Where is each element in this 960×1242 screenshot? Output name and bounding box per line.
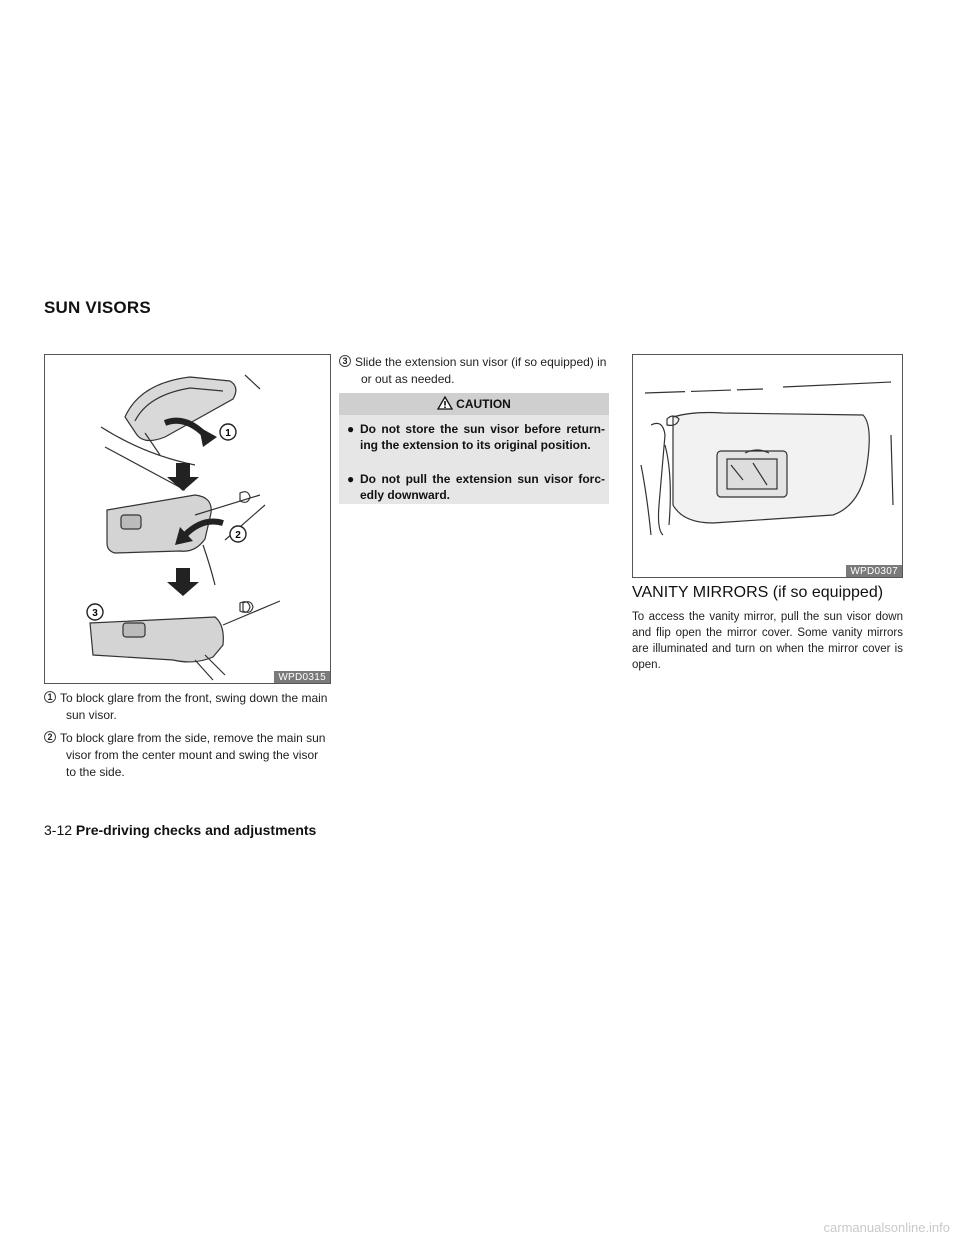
step-number: 2 xyxy=(44,731,56,743)
figure-code: WPD0315 xyxy=(274,671,330,683)
svg-text:3: 3 xyxy=(92,608,98,619)
callout-1 xyxy=(220,424,236,440)
step-2 xyxy=(44,730,331,781)
page-footer xyxy=(44,822,316,838)
section-title: SUN VISORS xyxy=(44,298,151,317)
vanity-mirror-illustration xyxy=(633,355,902,577)
page-number: 3-12 xyxy=(44,822,73,838)
figure-code: WPD0307 xyxy=(846,565,902,577)
caution-title: CAUTION xyxy=(456,397,511,411)
watermark: carmanualsonline.info xyxy=(823,1220,950,1235)
vanity-body: To access the vanity mirror, pull the sun visor down and flip open the mirror cover. Some vanity mirrors are illuminated and turn on when the mirror cover is open. xyxy=(632,611,903,671)
step-3 xyxy=(339,354,609,388)
sun-visor-figure xyxy=(44,354,331,684)
step-text: To block glare from the front, swing down the main sun visor. xyxy=(60,691,328,722)
caution-item: ● Do not pull the extension sun visor forc-edly downward. xyxy=(347,472,605,502)
step-text: Slide the extension sun visor (if so equipped) in or out as needed. xyxy=(355,355,607,386)
caution-item: ● Do not store the sun visor before return-ing the extension to its original position. xyxy=(347,422,605,452)
svg-text:2: 2 xyxy=(235,530,241,541)
step-number: 3 xyxy=(339,355,351,367)
chapter-title: Pre-driving checks and adjustments xyxy=(75,822,317,838)
vanity-heading: VANITY MIRRORS (if so equipped) xyxy=(632,584,884,601)
svg-text:1: 1 xyxy=(225,428,231,439)
step-text: To block glare from the side, remove the main sun visor from the center mount and swing the visor to the side. xyxy=(60,731,326,779)
sun-visor-illustration xyxy=(45,355,330,683)
vanity-mirror-figure xyxy=(632,354,903,578)
caution-box xyxy=(339,393,609,504)
callout-2 xyxy=(230,526,246,542)
step-1 xyxy=(44,690,331,724)
step-number: 1 xyxy=(44,691,56,703)
callout-3 xyxy=(87,604,103,620)
warning-icon xyxy=(437,396,453,410)
caution-header xyxy=(339,393,609,415)
